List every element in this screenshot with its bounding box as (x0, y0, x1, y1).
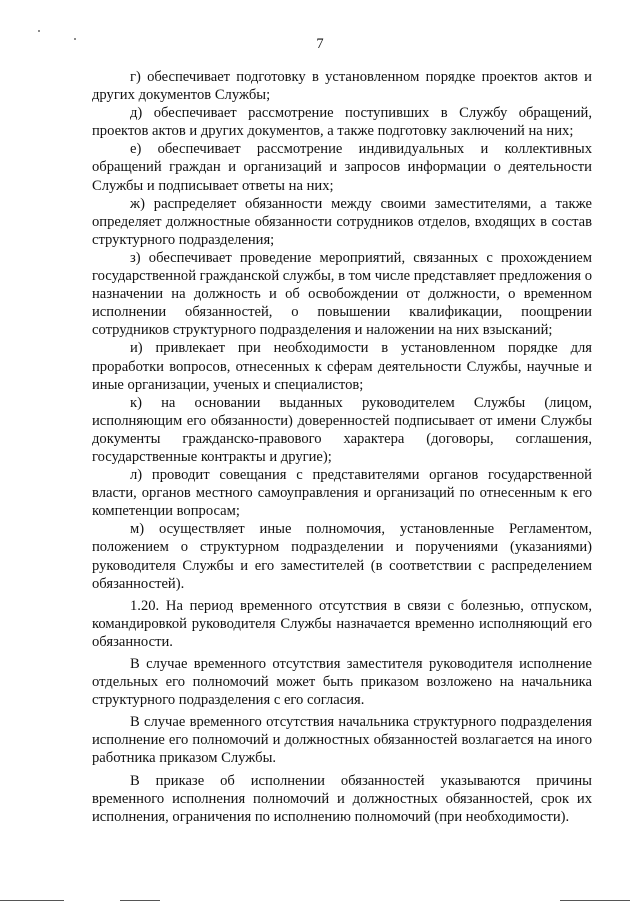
page-number: 7 (316, 36, 324, 52)
paragraph-item-k: к) на основании выданных руководителем Службы (лицом, исполняющим его обязанности) доверенностей подписывает от имени Службы документы гражданско-правового характера (договоры, соглашения, государственные контракты и другие); (92, 394, 592, 465)
paragraph-item-z: з) обеспечивает проведение мероприятий, связанных с прохождением государственной гражданской службы, в том числе представляет предложения о назначении на должность и об освобождении от должности, о временном исполнении обязанностей, о повышении квалификации, поощрении сотрудников структурного подразделения и наложении на них взысканий; (92, 249, 592, 339)
paragraph-item-i: и) привлекает при необходимости в установленном порядке для проработки вопросов, отнесенных к сферам деятельности Службы, научные и иные организации, ученых и специалистов; (92, 340, 592, 393)
paragraph-item-g: г) обеспечивает подготовку в установленном порядке проектов актов и других документов Службы; (92, 69, 592, 104)
paragraph-item-m: м) осуществляет иные полномочия, установленные Регламентом, положением о структурном подразделении и поручениями (указаниями) руководителя Службы и его заместителей (в соответствии с распределением обязанностей). (92, 521, 592, 592)
paragraph-item-l: л) проводит совещания с представителями органов государственной власти, органов местного самоуправления и организаций по отнесенным к его компетенции вопросам; (92, 467, 592, 520)
paragraph-section-1-20: 1.20. На период временного отсутствия в связи с болезнью, отпуском, командировкой руководителя Службы назначается временно исполняющий его обязанности. (92, 597, 592, 650)
scan-edge-mark (0, 900, 64, 901)
paragraph-item-zh: ж) распределяет обязанности между своими заместителями, а также определяет должностные обязанности сотрудников отделов, входящих в состав структурного подразделения; (92, 195, 592, 248)
paragraph-head-absence: В случае временного отсутствия начальника структурного подразделения исполнение его полномочий и должностных обязанностей возлагается на иного работника приказом Службы. (92, 714, 592, 767)
scan-speck (38, 30, 40, 32)
paragraph-item-e: е) обеспечивает рассмотрение индивидуальных и коллективных обращений граждан и организаций и запросов информации о деятельности Службы и подписывает ответы на них; (92, 141, 592, 194)
paragraph-item-d: д) обеспечивает рассмотрение поступивших в Службу обращений, проектов актов и других документов, а также подготовку заключений на них; (92, 105, 592, 140)
scan-edge-mark (560, 900, 630, 901)
paragraph-order-content: В приказе об исполнении обязанностей указываются причины временного исполнения полномочий и должностных обязанностей, срок их исполнения, ограничения по исполнению полномочий (при необходимости). (92, 772, 592, 825)
document-body (92, 68, 592, 826)
scan-edge-mark (120, 900, 160, 901)
paragraph-deputy-absence: В случае временного отсутствия заместителя руководителя исполнение отдельных его полномочий может быть приказом возложено на начальника структурного подразделения с его согласия. (92, 656, 592, 709)
